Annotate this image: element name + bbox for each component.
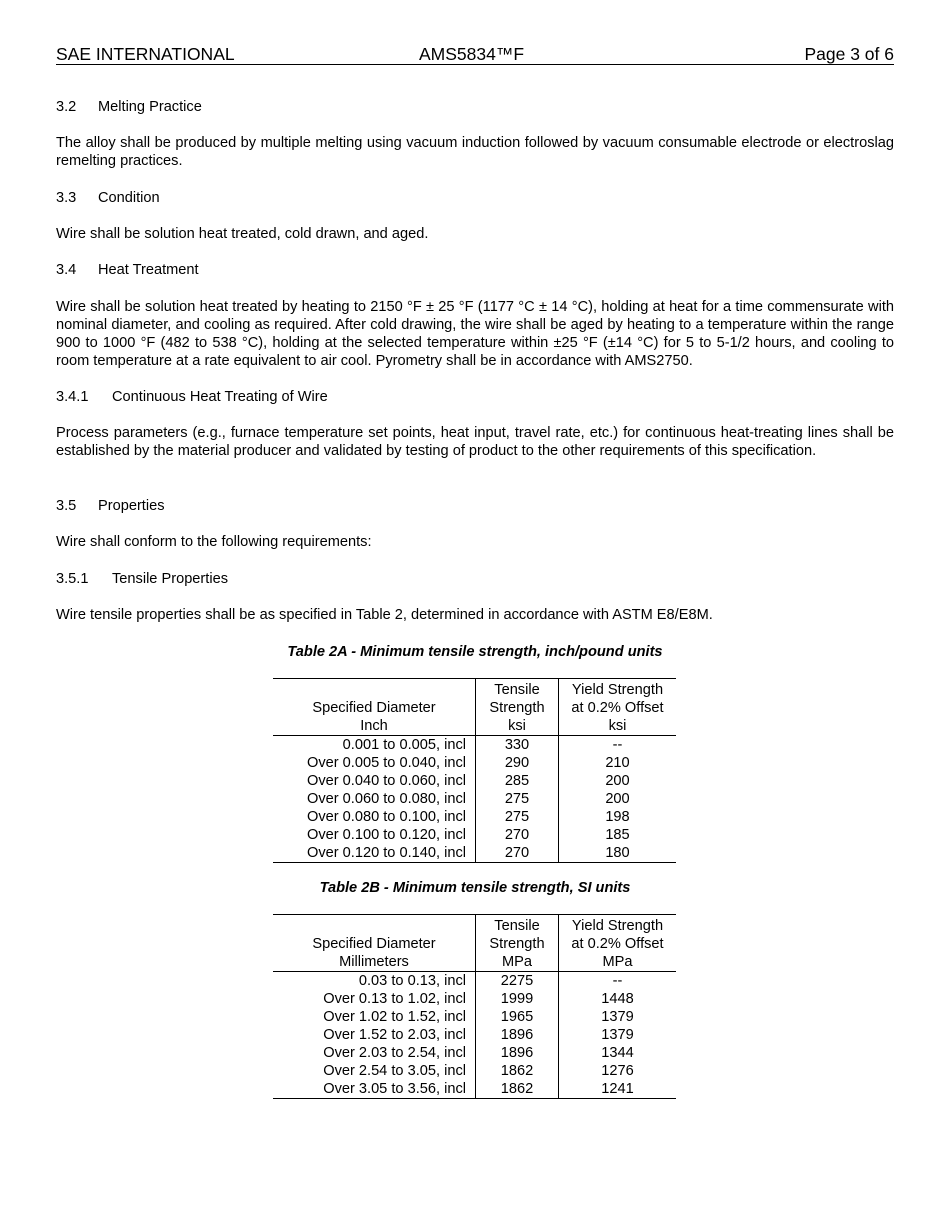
page-header [56, 44, 894, 65]
paragraph-3-3: Wire shall be solution heat treated, cold drawn, and aged. [56, 226, 429, 242]
table-row: Over 2.54 to 3.05, incl 1862 1276 [273, 1062, 676, 1080]
table-header-cell: Specified Diameter Inch [273, 679, 476, 736]
table-row: Over 0.13 to 1.02, incl 1999 1448 [273, 990, 676, 1008]
section-title: Continuous Heat Treating of Wire [112, 389, 328, 405]
table-row: Over 0.120 to 0.140, incl 270 180 [273, 844, 676, 863]
table-row: Over 2.03 to 2.54, incl 1896 1344 [273, 1044, 676, 1062]
header-org: SAE INTERNATIONAL [56, 44, 235, 64]
paragraph-3-4-1: Process parameters (e.g., furnace temperature set points, heat input, travel rate, etc.) for continuous heat-treating lines shall be established by the material producer and validated by testing of product to the other requirements of this specification. [56, 425, 894, 459]
paragraph-3-5: Wire shall conform to the following requirements: [56, 534, 372, 550]
table-row: Over 0.100 to 0.120, incl 270 185 [273, 826, 676, 844]
table-row: Over 0.005 to 0.040, incl 290 210 [273, 754, 676, 772]
table-row: Over 0.040 to 0.060, incl 285 200 [273, 772, 676, 790]
header-page-number: Page 3 of 6 [804, 44, 894, 64]
section-number: 3.5.1 [56, 571, 89, 587]
table-row: 0.001 to 0.005, incl 330 -- [273, 736, 676, 755]
section-title: Tensile Properties [112, 571, 228, 587]
paragraph-3-4: Wire shall be solution heat treated by heating to 2150 °F ± 25 °F (1177 °C ± 14 °C), holding at heat for a time commensurate with nominal diameter, and cooling as required. After cold drawing, the wire shall be aged by heating to a temperature within the range 900 to 1000 °F (482 to 538 °C), holding at the selected temperature within ±25 °F (±14 °C) for 5 to 5-1/2 hours, and cooling to room temperature at a rate equivalent to air cool. Pyrometry shall be in accordance with AMS2750. [56, 299, 894, 369]
section-title: Condition [98, 190, 160, 206]
section-number: 3.4 [56, 262, 77, 278]
table-2a-caption: Table 2A - Minimum tensile strength, inch/pound units [287, 644, 663, 660]
table-header-cell: Yield Strength at 0.2% Offset ksi [559, 679, 677, 736]
table-row: Over 0.080 to 0.100, incl 275 198 [273, 808, 676, 826]
header-doc-id: AMS5834™F [419, 44, 525, 64]
section-number: 3.4.1 [56, 389, 89, 405]
table-row: Over 1.02 to 1.52, incl 1965 1379 [273, 1008, 676, 1026]
paragraph-3-2: The alloy shall be produced by multiple melting using vacuum induction followed by vacuum consumable electrode or electroslag remelting practices. [56, 135, 894, 169]
paragraph-3-5-1: Wire tensile properties shall be as specified in Table 2, determined in accordance with ASTM E8/E8M. [56, 607, 713, 623]
section-number: 3.3 [56, 190, 77, 206]
table-header-cell: Specified Diameter Millimeters [273, 915, 476, 972]
table-header-cell: Tensile Strength MPa [476, 915, 559, 972]
section-number: 3.2 [56, 99, 77, 115]
table-row: Over 1.52 to 2.03, incl 1896 1379 [273, 1026, 676, 1044]
section-title: Properties [98, 498, 165, 514]
heading-3-4-1 [56, 388, 894, 406]
table-2b-caption: Table 2B - Minimum tensile strength, SI units [319, 880, 631, 896]
section-title: Heat Treatment [98, 262, 199, 278]
heading-3-5 [56, 497, 894, 515]
heading-3-2 [56, 98, 894, 116]
table-row: Over 3.05 to 3.56, incl 1862 1241 [273, 1080, 676, 1099]
table-2a [273, 678, 676, 863]
section-number: 3.5 [56, 498, 77, 514]
section-title: Melting Practice [98, 99, 202, 115]
heading-3-5-1 [56, 570, 894, 588]
table-row: 0.03 to 0.13, incl 2275 -- [273, 972, 676, 991]
table-2b [273, 914, 676, 1099]
heading-3-3 [56, 189, 894, 207]
table-header-cell: Tensile Strength ksi [476, 679, 559, 736]
heading-3-4 [56, 261, 894, 279]
table-header-cell: Yield Strength at 0.2% Offset MPa [559, 915, 677, 972]
table-row: Over 0.060 to 0.080, incl 275 200 [273, 790, 676, 808]
